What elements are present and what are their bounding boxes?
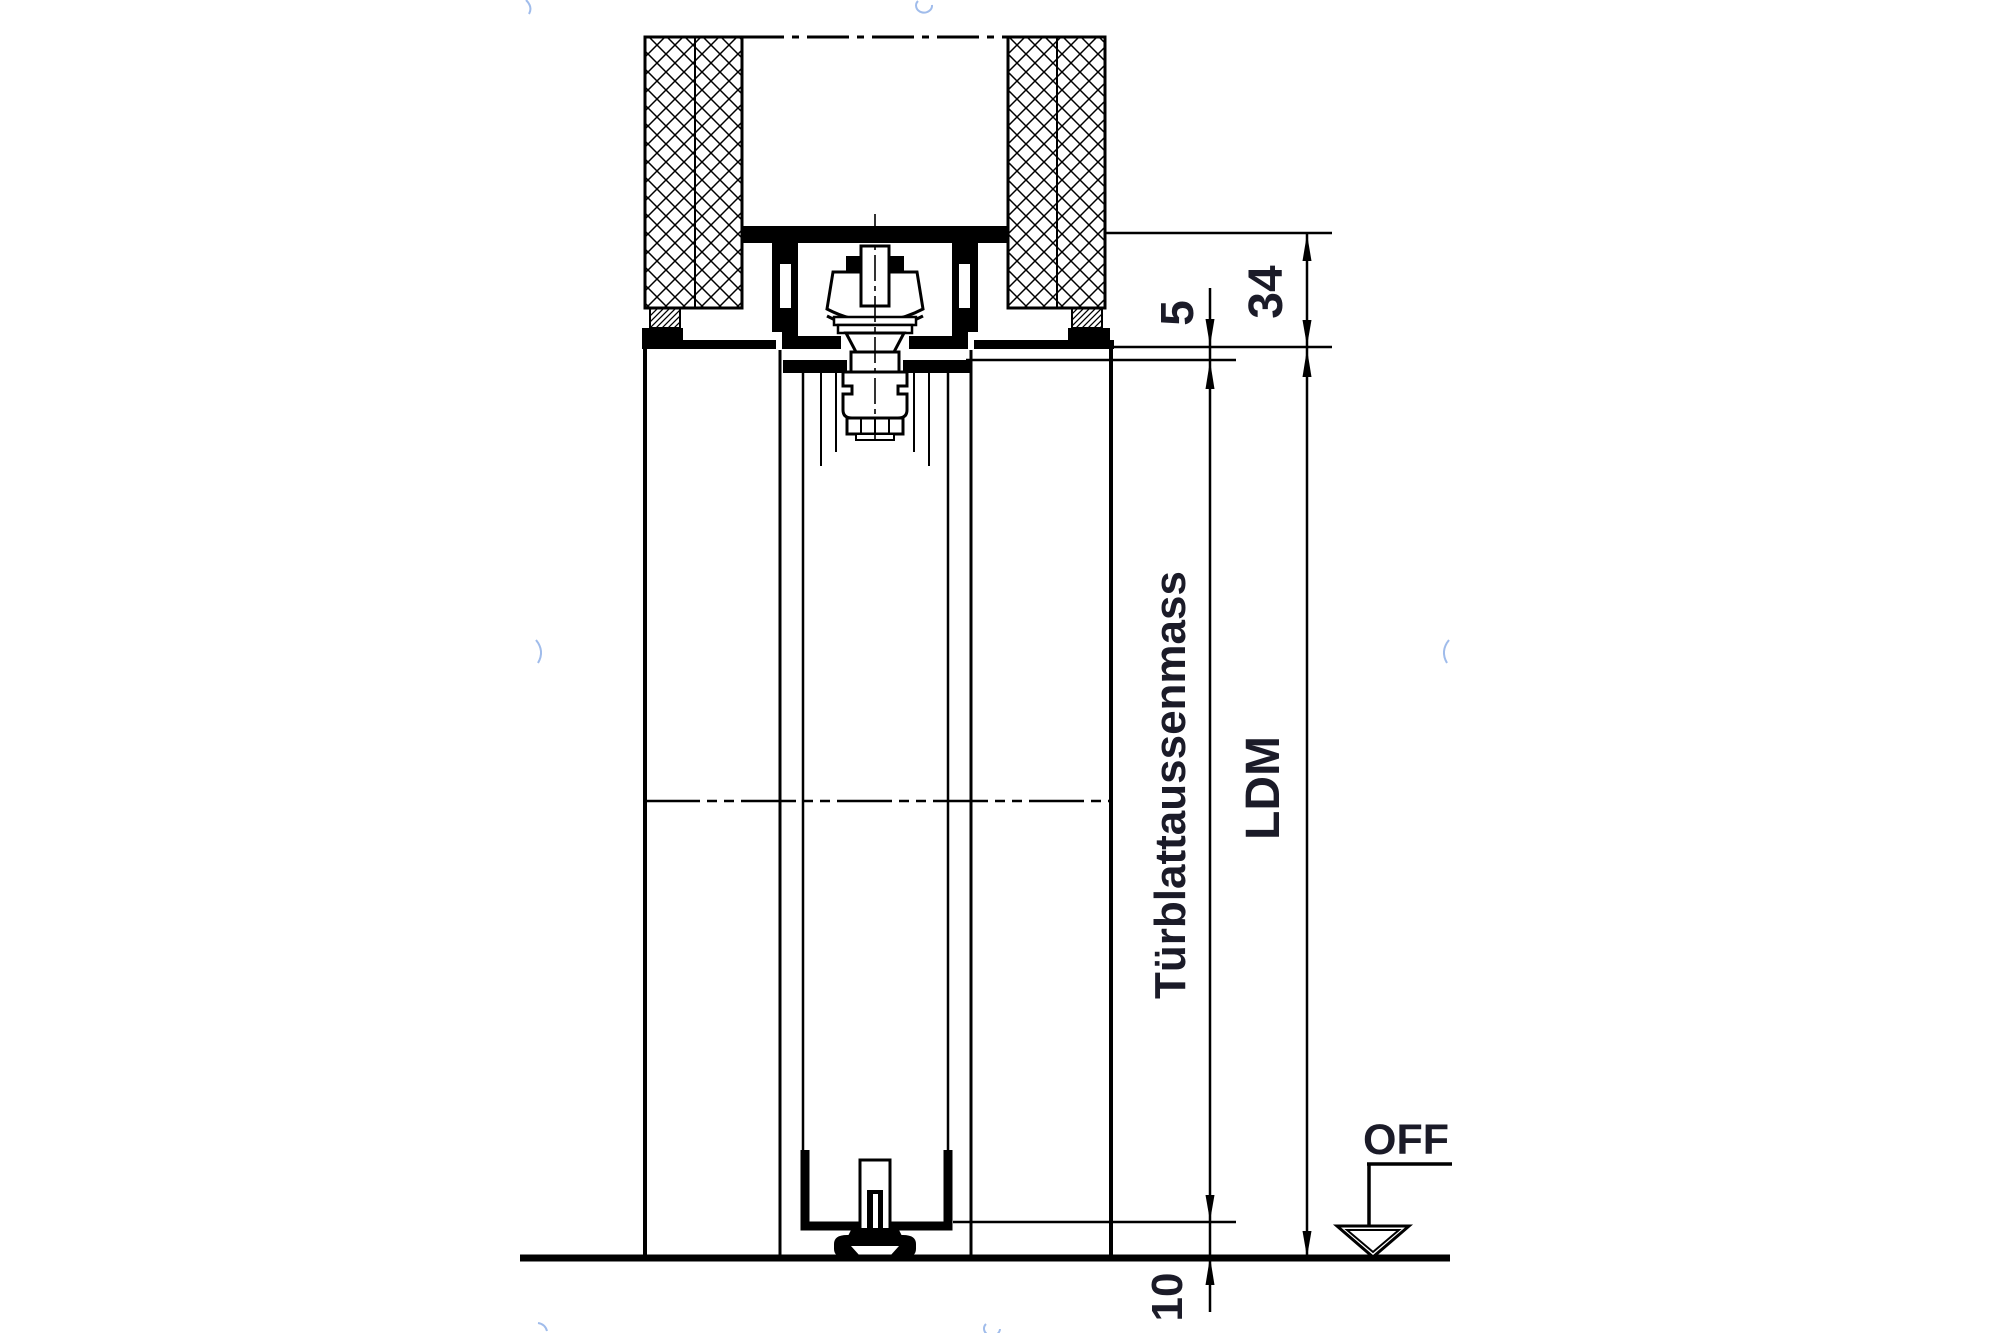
door-top-rail-left: [783, 360, 847, 373]
arrow-5-bottom-tuerblatt-top: [1206, 361, 1215, 389]
dimension-label-tuerblattaussenmass: Türblattaussenmass: [1146, 571, 1195, 999]
lintel: [742, 37, 1008, 228]
door-top-rail-right: [903, 360, 970, 373]
wall-right-plaster-step: [1072, 308, 1102, 328]
track-notch-left: [780, 264, 791, 308]
artifact-arc-top-right: [916, 1, 932, 13]
trolley-clip-right: [889, 256, 904, 271]
arrow-ldm-top: [1303, 349, 1312, 377]
floor-guide: [834, 1160, 916, 1258]
artifact-arc-bottom-left: [538, 1323, 547, 1331]
door-leaf: [645, 349, 1111, 1256]
off-level-marker: [1337, 1116, 1452, 1257]
arrow-5-top: [1206, 319, 1215, 346]
dimension-value-10: 10: [1143, 1272, 1192, 1322]
dimension-value-34: 34: [1240, 265, 1293, 319]
wall-section-left: [645, 37, 742, 328]
dimension-lines: [1143, 233, 1312, 1321]
artifact-arc-top-left: [526, 0, 530, 14]
arrow-ldm-bottom: [1303, 1231, 1312, 1257]
artifact-arc-mid-right: [1444, 640, 1449, 663]
dimension-label-ldm: LDM: [1237, 736, 1290, 840]
frame-step-left: [642, 328, 683, 342]
dimension-value-5: 5: [1151, 300, 1203, 326]
wall-left-plaster-step: [650, 308, 680, 328]
artifact-arc-bottom-center: [984, 1324, 1000, 1333]
track-notch-right: [959, 264, 970, 308]
frame-flange-right: [974, 340, 1114, 349]
trolley-clip-left: [846, 256, 861, 271]
wall-left-hatch: [645, 37, 742, 308]
artifact-arc-mid-left: [536, 640, 541, 663]
arrow-34-bottom: [1303, 320, 1312, 346]
off-label: OFF: [1363, 1116, 1449, 1164]
wall-section-right: [1008, 37, 1105, 328]
arrow-tuerblatt-bottom: [1206, 1195, 1215, 1221]
frame-flange-left: [642, 340, 776, 349]
frame-step-right: [1068, 328, 1110, 342]
arrow-34-top: [1303, 234, 1312, 261]
